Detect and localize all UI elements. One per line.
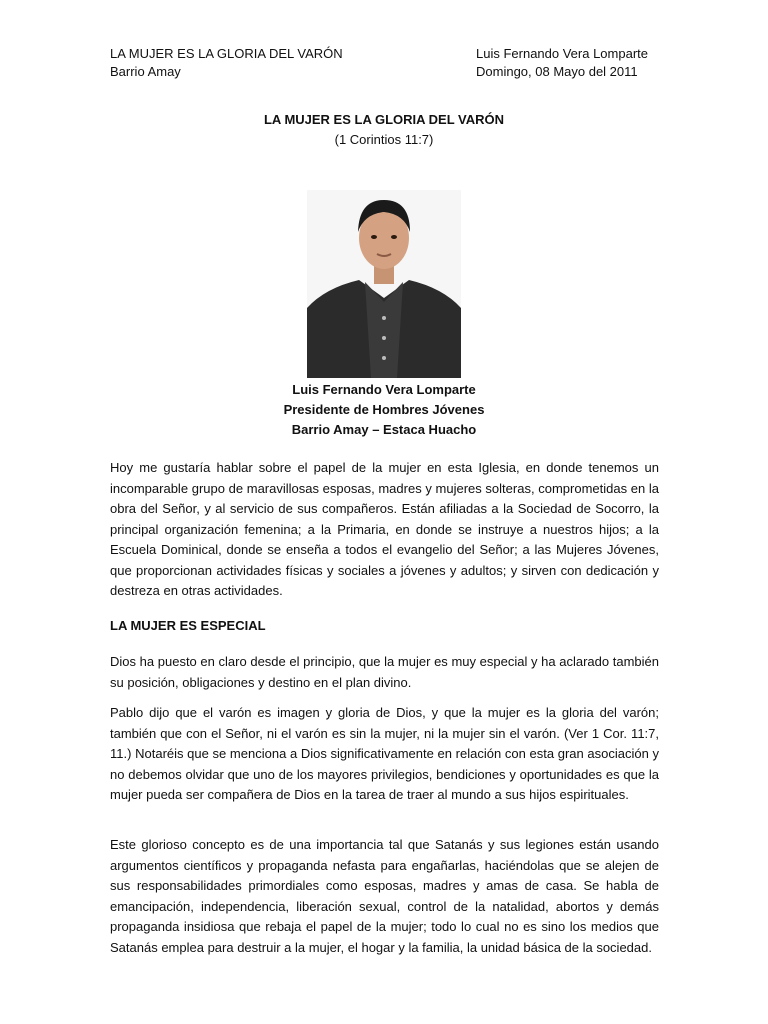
caption-name: Luis Fernando Vera Lomparte (292, 382, 476, 397)
paragraph-2: Dios ha puesto en claro desde el principio, que la mujer es muy especial y ha aclarado también su posición, obligaciones y destino en el plan divino. (110, 654, 659, 690)
caption-role: Presidente de Hombres Jóvenes (283, 402, 485, 417)
paragraph-3: Pablo dijo que el varón es imagen y gloria de Dios, y que la mujer es la gloria del varón; también que con el Señor, ni el varón es sin la mujer, ni la mujer sin el varón. (Ver 1 Cor. 11:7, 11.) Notaréis que se menciona a Dios significativamente en relación con esta gran asociación y no debemos olvidar que uno de los mayores privilegios, bendiciones y oportunidades es que la mujer pueda ser compañera de Dios en la tarea de traer al mundo a sus hijos espirituales. (110, 705, 659, 802)
author-photo (307, 190, 461, 378)
header-left (110, 45, 343, 81)
paragraph-intro: Hoy me gustaría hablar sobre el papel de la mujer en esta Iglesia, en donde tenemos un incomparable grupo de maravillosas esposas, madres y mujeres solteras, comprometidas en la obra del Señor, y al servicio de sus compañeros. Están afiliadas a la Sociedad de Socorro, la principal organización femenina; a la Primaria, en donde se instruye a nuestros hijos; a la Escuela Dominical, donde se enseña a todos el evangelio del Señor; a las Mujeres Jóvenes, que proporcionan actividades físicas y sociales a jóvenes y adultos; y sirven con dedicación y destreza en otras actividades. (110, 460, 659, 598)
caption-place: Barrio Amay – Estaca Huacho (291, 422, 477, 437)
header-date: Domingo, 08 Mayo del 2011 (476, 64, 638, 79)
paragraph-4: Este glorioso concepto es de una importancia tal que Satanás y sus legiones están usando argumentos científicos y propaganda nefasta para engañarlas, haciéndolas que se alejen de sus responsabilidades primordiales como esposas, madres y amas de casa. Se habla de emancipación, independencia, liberación sexual, control de la natalidad, abortos y demás propaganda insidiosa que rebaja el papel de la mujer; todo lo cual no es sino los medios que Satanás emplea para destruir a la mujer, el hogar y la familia, la unidad básica de la sociedad. (110, 837, 659, 955)
header-left-subtitle: Barrio Amay (110, 64, 181, 79)
header-right (476, 45, 648, 81)
header-left-title: LA MUJER ES LA GLORIA DEL VARÓN (110, 46, 343, 61)
section-heading: LA MUJER ES ESPECIAL (110, 618, 266, 633)
header-author: Luis Fernando Vera Lomparte (476, 46, 648, 61)
document-title: LA MUJER ES LA GLORIA DEL VARÓN (263, 112, 505, 127)
scripture-reference: (1 Corintios 11:7) (334, 132, 434, 147)
photo-caption (0, 380, 768, 440)
